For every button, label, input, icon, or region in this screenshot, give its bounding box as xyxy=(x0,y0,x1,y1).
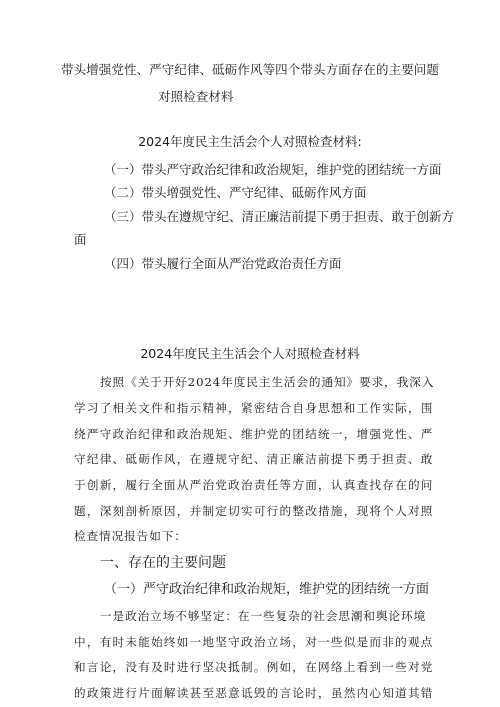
paragraph-line: 和言论，没有及时进行坚决抵制。例如，在网络上看到一些对党 xyxy=(74,660,434,674)
paragraph-line: 中，有时未能始终如一地坚守政治立场，对一些似是而非的观点 xyxy=(74,635,434,649)
document-title-line-1: 带头增强党性、严守纪律、砥砺作风等四个带头方面存在的主要问题 xyxy=(60,62,439,77)
intro-paragraph-line: 学习了相关文件和指示精神，紧密结合自身思想和工作实际，围 xyxy=(74,401,434,415)
body-heading: 2024年度民主生活会个人对照检查材料 xyxy=(140,346,360,361)
intro-paragraph-line: 守纪律、砥砺作风，在遵规守纪、清正廉洁前提下勇于担责、敢 xyxy=(74,452,434,466)
intro-paragraph-line: 题，深刻剖析原因，并制定切实可行的整改措施，现将个人对照 xyxy=(74,504,434,518)
document-title-line-2: 对照检查材料 xyxy=(158,89,234,104)
subsection-heading: （一）严守政治纪律和政治规矩，维护党的团结统一方面 xyxy=(104,582,430,597)
intro-paragraph-line: 检查情况报告如下： xyxy=(74,529,187,543)
paragraph-line: 的政策进行片面解读甚至恶意诋毁的言论时，虽然内心知道其错 xyxy=(74,686,434,700)
intro-paragraph-line: 于创新，履行全面从严治党政治责任等方面，认真查找存在的问 xyxy=(74,478,434,492)
toc-item-continuation: 面 xyxy=(74,232,87,247)
toc-item: （一）带头严守政治纪律和政治规矩，维护党的团结统一方面 xyxy=(104,162,442,177)
toc-heading: 2024年度民主生活会个人对照检查材料: xyxy=(138,134,362,149)
toc-item: （四）带头履行全面从严治党政治责任方面 xyxy=(104,256,342,271)
paragraph-line: 一是政治立场不够坚定：在一些复杂的社会思潮和舆论环境 xyxy=(100,609,427,623)
intro-paragraph-line: 绕严守政治纪律和政治规矩、维护党的团结统一，增强党性、严 xyxy=(74,427,434,441)
section-heading: 一、存在的主要问题 xyxy=(100,555,226,571)
toc-item: （二）带头增强党性、严守纪律、砥砺作风方面 xyxy=(104,185,367,200)
intro-paragraph-line: 按照《关于开好2024年度民主生活会的通知》要求，我深入 xyxy=(100,375,435,389)
toc-item: （三）带头在遵规守纪、清正廉洁前提下勇于担责、敢于创新方 xyxy=(104,209,455,224)
